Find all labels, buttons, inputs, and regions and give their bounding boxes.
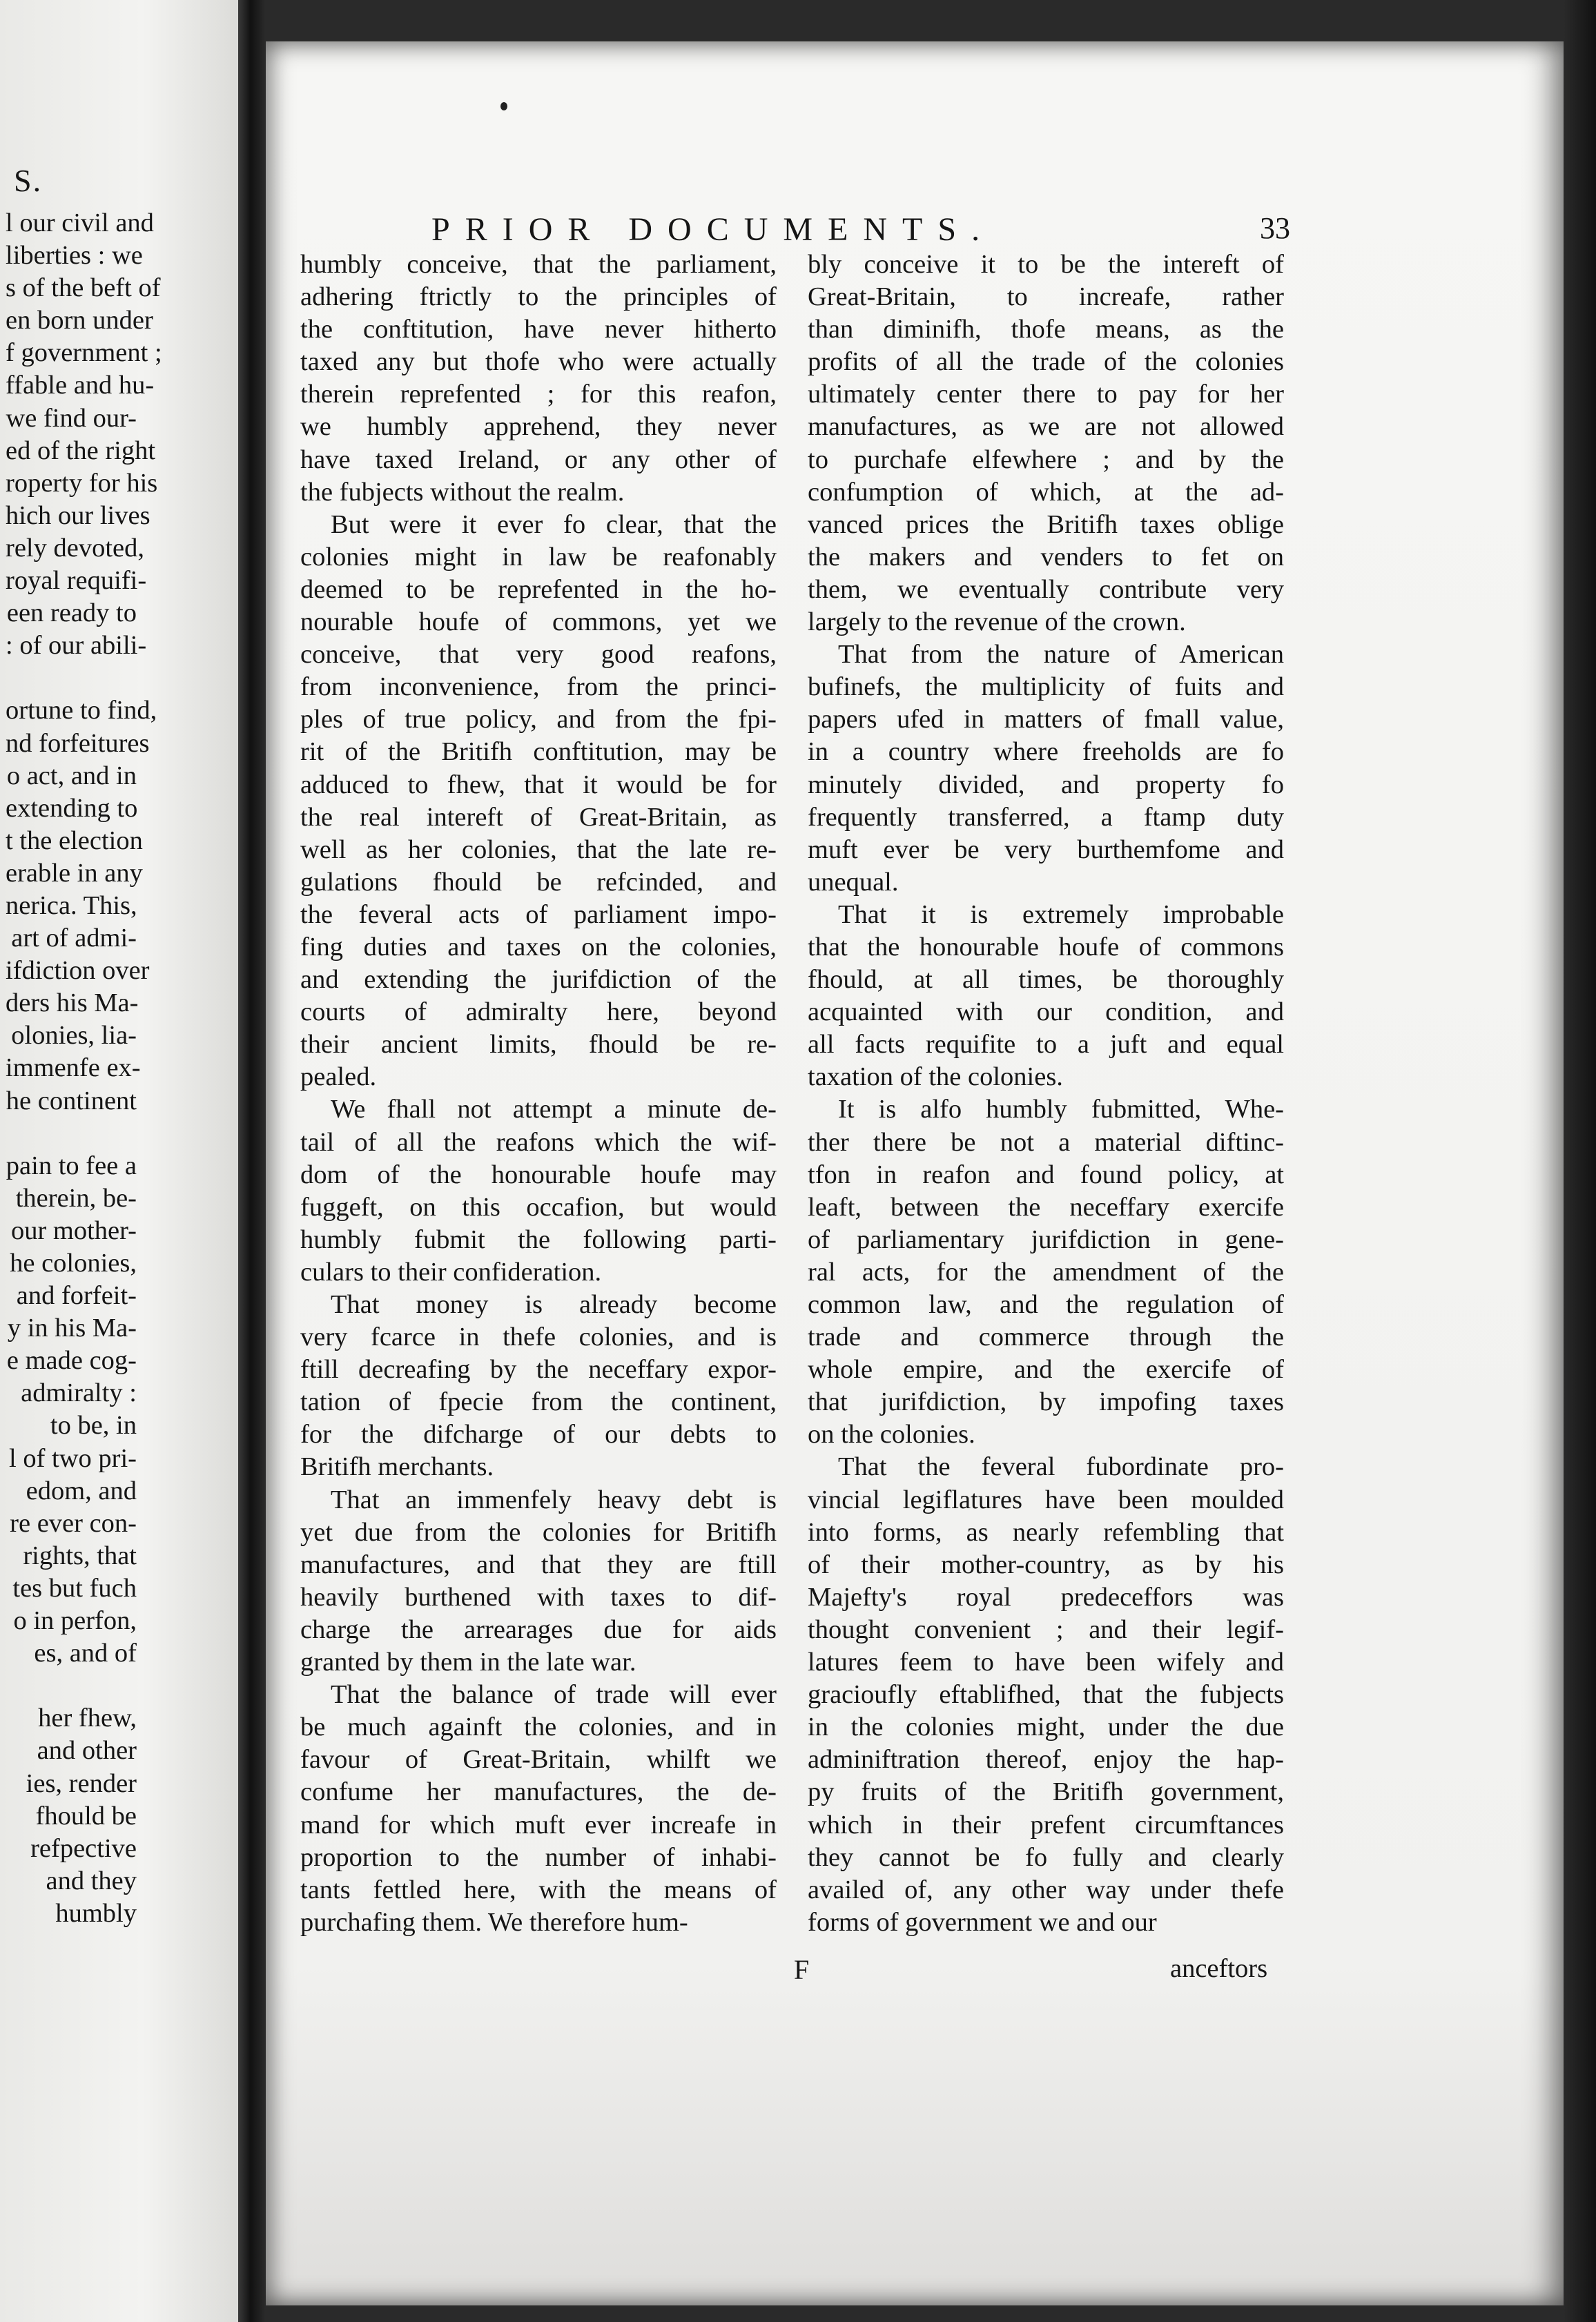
text-line: into forms, as nearly refembling that [808, 1517, 1284, 1547]
text-line: the real intereft of Great-Britain, as [300, 802, 777, 832]
text-line: vincial legiflatures have been moulded [808, 1485, 1284, 1514]
running-head: PRIOR DOCUMENTS. [431, 211, 995, 248]
text-line: culars to their confideration. [300, 1257, 602, 1287]
left-page-text-line: edom, and [26, 1476, 137, 1505]
text-line: profits of all the trade of the colonies [808, 347, 1284, 377]
text-line: conceive, that very good reafons, [300, 640, 777, 670]
text-line: that jurifdiction, by impofing taxes [808, 1387, 1284, 1417]
text-line: That money is already become [331, 1290, 777, 1319]
text-line: minutely divided, and property fo [808, 770, 1284, 799]
text-line: bufinefs, the multiplicity of fuits and [808, 672, 1284, 702]
text-line: It is alfo humbly fubmitted, Whe- [838, 1095, 1284, 1124]
text-line: taxation of the colonies. [808, 1062, 1063, 1092]
left-page-text-line: es, and of [34, 1639, 137, 1668]
left-page-text-line [6, 1670, 137, 1702]
text-line: availed of, any other way under thefe [808, 1875, 1284, 1904]
text-line: Britifh merchants. [300, 1452, 494, 1482]
left-page-text-line: hich our lives [6, 500, 150, 530]
text-line: That an immenfely heavy debt is [331, 1485, 777, 1514]
left-page-text-line: t the election [6, 826, 143, 855]
book-gutter [238, 0, 266, 2322]
text-line: very fcarce in thefe colonies, and is [300, 1323, 777, 1352]
text-line: pealed. [300, 1062, 377, 1092]
text-line: tants fettled here, with the means of [300, 1875, 777, 1904]
text-line: humbly conceive, that the parliament, [300, 250, 777, 279]
left-page-text-line: nd forfeitures [6, 728, 150, 758]
text-line: We fhall not attempt a minute de- [331, 1095, 777, 1124]
text-line: unequal. [808, 867, 899, 897]
left-page-text-line: f government ; [6, 338, 162, 368]
left-page-text-line: to be, in [50, 1411, 137, 1441]
page-edge-shadow [1564, 0, 1596, 2322]
text-line: them, we eventually contribute very [808, 574, 1284, 604]
text-line: papers ufed in matters of fmall value, [808, 705, 1284, 734]
text-line: for the difcharge of our debts to [300, 1420, 777, 1450]
text-line: on the colonies. [808, 1420, 975, 1450]
text-line: largely to the revenue of the crown. [808, 607, 1186, 637]
text-line: bly conceive it to be the intereft of [808, 250, 1284, 279]
text-line: adduced to fhew, that it would be for [300, 770, 777, 799]
text-line: ther there be not a material diftinc- [808, 1127, 1284, 1157]
text-line: adminiftration thereof, enjoy the hap- [808, 1745, 1284, 1775]
left-page-text-line: roperty for his [6, 468, 158, 498]
text-line: thought convenient ; and their legif- [808, 1614, 1284, 1644]
text-line: fing duties and taxes on the colonies, [300, 932, 777, 962]
text-line: humbly fubmit the following parti- [300, 1225, 777, 1254]
text-line: well as her colonies, that the late re- [300, 835, 777, 864]
left-page-text-line: ders his Ma- [6, 988, 139, 1018]
text-line: their ancient limits, fhould be re- [300, 1030, 777, 1060]
left-page-text-line: and forfeit- [16, 1281, 137, 1311]
text-line: ultimately center there to pay for her [808, 380, 1284, 409]
left-page-text-line: l our civil and [6, 208, 154, 237]
text-line: vanced prices the Britifh taxes oblige [808, 509, 1284, 539]
text-line: the feveral acts of parliament impo- [300, 899, 777, 929]
left-page-text-line: he continent [6, 1086, 137, 1115]
signature-mark: F [794, 1954, 810, 1985]
text-line: manufactures, and that they are ftill [300, 1550, 777, 1579]
text-line: than diminifh, thofe means, as the [808, 315, 1284, 344]
text-line: ral acts, for the amendment of the [808, 1257, 1284, 1287]
left-page-text-line: therein, be- [15, 1183, 137, 1213]
left-page-text-line: en born under [6, 306, 153, 335]
left-page-text-line: extending to [6, 793, 138, 823]
left-page-text-line: rely devoted, [6, 533, 144, 563]
left-page-text-line: ifdiction over [6, 956, 150, 986]
text-line: gracioufly eftablifhed, that the fubjects [808, 1680, 1284, 1710]
text-line: That it is extremely improbable [838, 899, 1284, 929]
text-line: of their mother-country, as by his [808, 1550, 1284, 1579]
text-line: muft ever be very burthemfome and [808, 835, 1284, 864]
left-page-text-line: refpective [30, 1833, 137, 1863]
left-page-text-line: ed of the right [6, 436, 156, 465]
left-page-text-line: rights, that [23, 1541, 137, 1570]
text-line: they cannot be fo fully and clearly [808, 1842, 1284, 1872]
text-line: leaft, between the neceffary exercife [808, 1192, 1284, 1222]
text-column-right [808, 248, 1284, 1939]
text-line: whole empire, and the exercife of [808, 1355, 1284, 1385]
text-line: purchafing them. We therefore hum- [300, 1907, 688, 1937]
text-line: courts of admiralty here, beyond [300, 997, 777, 1027]
text-line: granted by them in the late war. [300, 1648, 636, 1677]
left-page-text-line: art of admi- [11, 924, 137, 953]
text-line: all facts requifite to a juft and equal [808, 1030, 1284, 1060]
text-line: confumption of which, at the ad- [808, 477, 1284, 507]
text-line: ples of true policy, and from the fpi- [300, 705, 777, 734]
left-page-text-line [6, 1118, 137, 1150]
text-line: charge the arrearages due for aids [300, 1614, 777, 1644]
text-line: nourable houfe of commons, yet we [300, 607, 777, 637]
text-line: common law, and the regulation of [808, 1290, 1284, 1319]
left-page-text-line: e made cog- [6, 1346, 137, 1376]
left-page-text-line: we find our- [6, 403, 137, 433]
text-line: That from the nature of American [838, 640, 1284, 670]
text-line: confume her manufactures, the de- [300, 1777, 777, 1807]
left-page-text-line: l of two pri- [9, 1443, 137, 1473]
left-page-text-line: olonies, lia- [11, 1021, 137, 1051]
left-page-text-line: fhould be [35, 1801, 137, 1831]
left-page-text-line: he colonies, [10, 1249, 137, 1278]
text-line: tfon in reafon and found policy, at [808, 1160, 1284, 1189]
text-line: acquainted with our condition, and [808, 997, 1284, 1027]
text-line: gulations fhould be refcinded, and [300, 867, 777, 897]
left-page-text-line: humbly [55, 1898, 137, 1928]
left-page-text-line: : of our abili- [6, 631, 147, 661]
left-page-text-line: s of the beft of [6, 273, 161, 303]
text-line: py fruits of the Britifh government, [808, 1777, 1284, 1807]
right-page [266, 41, 1564, 2305]
text-line: and extending the jurifdiction of the [300, 965, 777, 995]
text-line: Majefty's royal predeceffors was [808, 1582, 1284, 1612]
text-line: in the colonies might, under the due [808, 1713, 1284, 1742]
left-page-text-line: nerica. This, [6, 890, 137, 920]
text-line: tail of all the reafons which the wif- [300, 1127, 777, 1157]
text-line: mand for which muft ever increafe in [300, 1810, 777, 1840]
left-page-text-line: ies, render [26, 1768, 137, 1798]
catchword: anceftors [1170, 1954, 1268, 1983]
text-line: ftill decreafing by the neceffary expor- [300, 1355, 777, 1385]
left-page-text-line: liberties : we [6, 241, 143, 271]
left-page-text-column [6, 207, 162, 1930]
text-line: But were it ever fo clear, that the [331, 509, 777, 539]
text-line: favour of Great-Britain, whilft we [300, 1745, 777, 1775]
left-page-text-line: ffable and hu- [6, 371, 155, 400]
text-line: to purchafe elfewhere ; and by the [808, 445, 1284, 474]
text-line: have taxed Ireland, or any other of [300, 445, 777, 474]
text-line: the conftitution, have never hitherto [300, 315, 777, 344]
left-page-text-line: immenfe ex- [6, 1053, 141, 1083]
left-page-fragment [0, 0, 238, 2322]
text-line: we humbly apprehend, they never [300, 412, 777, 442]
text-line: proportion to the number of inhabi- [300, 1842, 777, 1872]
text-line: That the feveral fubordinate pro- [838, 1452, 1284, 1482]
text-line: therein reprefented ; for this reafon, [300, 380, 777, 409]
text-line: fuggeft, on this occafion, but would [300, 1192, 777, 1222]
left-page-text-line: royal requifi- [6, 566, 147, 596]
left-page-text-line: her fhew, [38, 1704, 137, 1733]
text-line: frequently transferred, a ftamp duty [808, 802, 1284, 832]
text-line: Great-Britain, to increafe, rather [808, 282, 1284, 312]
text-line: rit of the Britifh conftitution, may be [300, 737, 777, 767]
text-line: the fubjects without the realm. [300, 477, 625, 507]
left-page-text-line: o in perfon, [13, 1606, 137, 1636]
left-page-text-line: re ever con- [10, 1508, 137, 1538]
left-page-header: S. [14, 163, 43, 198]
text-line: manufactures, as we are not allowed [808, 412, 1284, 442]
text-line: That the balance of trade will ever [331, 1680, 777, 1710]
text-line: that the honourable houfe of commons [808, 932, 1284, 962]
text-line: heavily burthened with taxes to dif- [300, 1582, 777, 1612]
left-page-text-line: pain to fee a [6, 1151, 137, 1180]
text-line: dom of the honourable houfe may [300, 1160, 777, 1189]
left-page-text-line: o act, and in [6, 761, 137, 790]
left-page-text-line [6, 662, 137, 694]
text-line: latures feem to have been wifely and [808, 1648, 1284, 1677]
left-page-text-line: tes but fuch [12, 1573, 137, 1603]
text-line: trade and commerce through the [808, 1323, 1284, 1352]
ink-speck [500, 102, 507, 110]
left-page-text-line: erable in any [6, 858, 143, 888]
text-line: yet due from the colonies for Britifh [300, 1517, 777, 1547]
text-line: from inconvenience, from the princi- [300, 672, 777, 702]
text-line: adhering ftrictly to the principles of [300, 282, 777, 312]
text-line: the makers and venders to fet on [808, 542, 1284, 572]
text-line: forms of government we and our [808, 1907, 1157, 1937]
text-line: deemed to be reprefented in the ho- [300, 574, 777, 604]
text-line: of parliamentary jurifdiction in gene- [808, 1225, 1284, 1254]
left-page-text-line: ortune to find, [6, 696, 157, 725]
left-page-text-line: and other [37, 1736, 137, 1766]
text-line: which in their prefent circumftances [808, 1810, 1284, 1840]
left-page-text-line: een ready to [6, 598, 137, 628]
left-page-text-line: y in his Ma- [7, 1314, 137, 1343]
left-page-text-line: admiralty : [21, 1378, 137, 1408]
left-page-text-line: our mother- [10, 1216, 137, 1245]
text-line: tation of fpecie from the continent, [300, 1387, 777, 1417]
text-line: in a country where freeholds are fo [808, 737, 1284, 767]
page-number: 33 [1260, 211, 1290, 245]
text-line: fhould, at all times, be thoroughly [808, 965, 1284, 995]
text-column-left [300, 248, 777, 1939]
text-line: taxed any but thofe who were actually [300, 347, 777, 377]
text-line: colonies might in law be reafonably [300, 542, 777, 572]
left-page-text-line: and they [46, 1866, 137, 1895]
text-line: be much againft the colonies, and in [300, 1713, 777, 1742]
